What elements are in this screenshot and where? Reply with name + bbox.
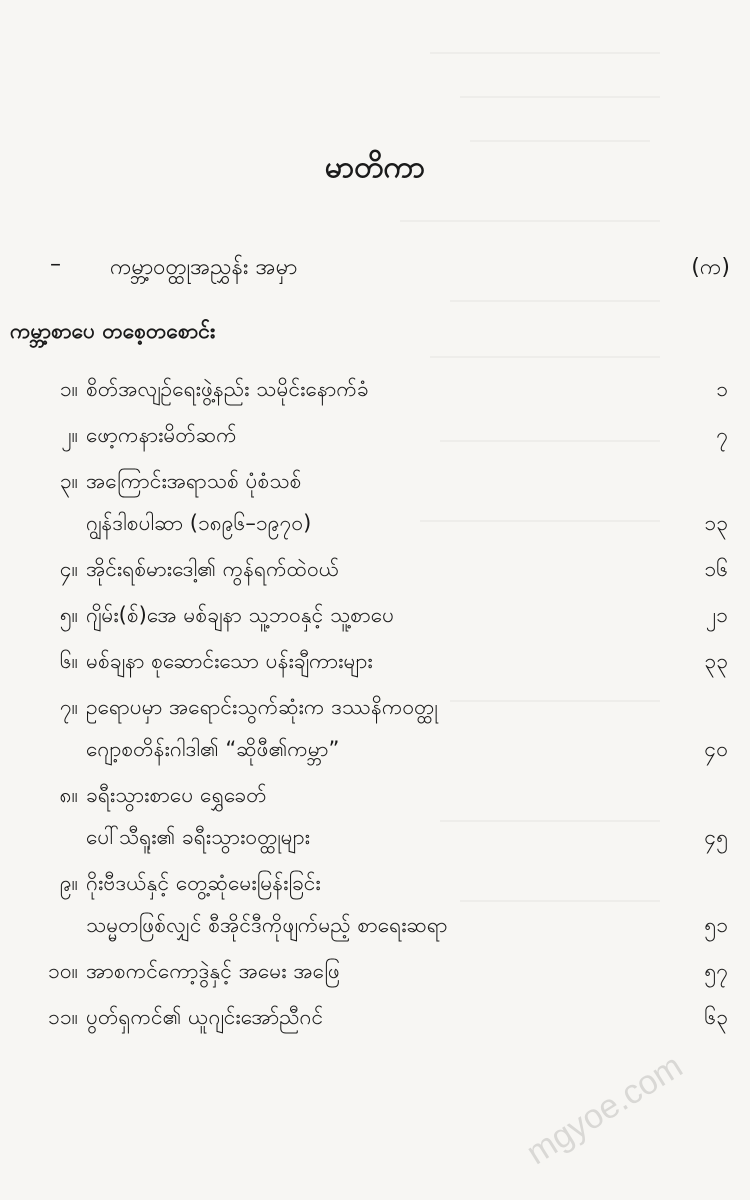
section-heading: ကမ္ဘာ့စာပေ တစေ့တစောင်း xyxy=(10,319,216,343)
toc-entry[interactable] xyxy=(0,950,750,992)
entry-number: ၆။ xyxy=(59,649,78,673)
entry-title: အာစကင်ကော့ဒွဲနှင့် အမေး အဖြေ xyxy=(86,959,340,983)
entry-page-number: ၃၃ xyxy=(704,649,728,673)
entry-number: ၁။ xyxy=(59,377,78,401)
entry-page-number: ၄၀ xyxy=(704,737,728,761)
entry-number: ၅။ xyxy=(59,603,78,627)
entry-page-number: ၁ xyxy=(716,377,728,401)
entry-title: အကြောင်းအရာသစ် ပုံစံသစ် xyxy=(86,469,302,493)
entry-title: ခရီးသွားစာပေ ရွှေခေတ် xyxy=(86,783,267,807)
page-title: မာတိကာ xyxy=(324,150,426,185)
entry-page-number: ၄၅ xyxy=(704,825,728,849)
toc-entry[interactable] xyxy=(0,862,750,946)
toc-entry[interactable] xyxy=(0,460,750,544)
entry-title-continued: ဂျော့စတိန်းဂါဒါ၏ “ဆိုဖီ၏ကမ္ဘာ” xyxy=(86,737,340,761)
intro-page-number: (က) xyxy=(691,255,730,280)
entry-title-continued: ပေါ်သီရူး၏ ခရီးသွားဝတ္ထုများ xyxy=(86,825,310,849)
entry-title: မစ်ချနာ စုဆောင်းသော ပန်းချီကားများ xyxy=(86,649,373,673)
entry-page-number: ၅၁ xyxy=(704,913,728,937)
toc-list xyxy=(0,368,750,1042)
entry-number: ၈။ xyxy=(59,783,78,807)
entry-title: ဥရောပမှာ အရောင်းသွက်ဆုံးက ဒဿနိကဝတ္ထု xyxy=(86,695,438,719)
entry-page-number: ၁၆ xyxy=(704,557,728,581)
intro-entry[interactable] xyxy=(30,252,730,292)
toc-entry[interactable] xyxy=(0,548,750,590)
intro-text: ကမ္ဘာ့ဝတ္ထုအညွှန်း အမှာ xyxy=(110,255,298,280)
entry-title: အိုင်းရစ်မားဒေါ့၏ ကွန်ရက်ထဲဝယ် xyxy=(86,557,340,581)
entry-title-continued: သမ္မတဖြစ်လျှင် စီအိုင်ဒီကိုဖျက်မည့် စာရေးဆရာ xyxy=(86,913,448,937)
watermark: mgyoe.com xyxy=(520,1046,690,1173)
entry-title: စိတ်အလျဉ်ရေးဖွဲ့နည်း သမိုင်းနောက်ခံ xyxy=(86,377,369,401)
entry-title: ဖော့ကနားမိတ်ဆက် xyxy=(86,423,237,447)
entry-number: ၂။ xyxy=(61,423,78,447)
toc-entry[interactable] xyxy=(0,774,750,858)
entry-page-number: ၇ xyxy=(716,423,728,447)
toc-entry[interactable] xyxy=(0,686,750,770)
entry-page-number: ၅၇ xyxy=(704,959,728,983)
entry-number: ၄။ xyxy=(59,557,78,581)
entry-page-number: ၂၁ xyxy=(705,603,728,627)
toc-entry[interactable] xyxy=(0,996,750,1038)
toc-entry[interactable] xyxy=(0,640,750,682)
toc-entry[interactable] xyxy=(0,368,750,410)
toc-entry[interactable] xyxy=(0,594,750,636)
entry-title-continued: ဂျွန်ဒါစပါဆာ (၁၈၉၆–၁၉၇၀) xyxy=(86,511,312,535)
entry-page-number: ၁၃ xyxy=(704,511,728,535)
entry-title: ပွတ်ရှကင်၏ ယူဂျင်းအော်ညီဂင် xyxy=(86,1005,324,1029)
entry-number: ၁၁။ xyxy=(48,1005,78,1029)
intro-dash: – xyxy=(50,252,61,277)
toc-entry[interactable] xyxy=(0,414,750,456)
entry-number: ၇။ xyxy=(59,695,78,719)
entry-title: ဂျိမ်း(စ်)အေ မစ်ချနာ သူ့ဘဝနှင့် သူ့စာပေ xyxy=(86,603,395,627)
entry-title: ဂိုးဗီဒယ်နှင့် တွေ့ဆုံမေးမြန်းခြင်း xyxy=(86,871,321,895)
entry-number: ၁၀။ xyxy=(48,959,78,983)
entry-number: ၉။ xyxy=(59,871,78,895)
entry-page-number: ၆၃ xyxy=(704,1005,728,1029)
entry-number: ၃။ xyxy=(59,469,78,493)
